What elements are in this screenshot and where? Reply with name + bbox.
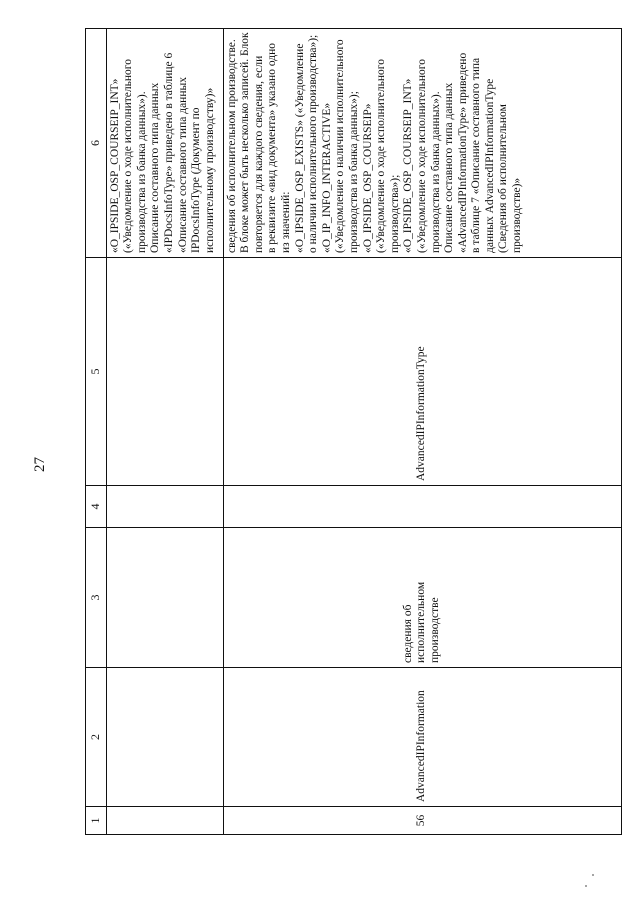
desc-line: («Уведомление о ходе исполнительного xyxy=(122,59,135,253)
desc-line: сведения об исполнительном производстве. xyxy=(225,39,238,253)
desc-line: из значений: xyxy=(279,191,292,253)
header-row xyxy=(86,29,107,835)
desc-line: «O_IPSIDE_OSP_COURSEIP» xyxy=(361,103,374,253)
desc-line: в таблице 7 «Описание составного типа xyxy=(470,57,483,253)
desc-line: исполнительному производству)» xyxy=(203,87,216,253)
desc-line: производства»); xyxy=(388,174,401,253)
scan-speck xyxy=(592,874,594,876)
desc-line: «O_IPSIDE_OSP_COURSEIP_INT» xyxy=(402,78,415,253)
desc-line: В блоке может быть несколько записей. Блок xyxy=(239,32,252,253)
header-col-2: 2 xyxy=(86,668,107,807)
element-name: AdvancedIPInformation xyxy=(223,668,621,807)
element-description xyxy=(223,29,621,258)
cont-cell-3 xyxy=(106,528,223,668)
header-col-3: 3 xyxy=(86,528,107,668)
desc-line: («Уведомление о наличии исполнительного xyxy=(334,39,347,253)
row-56 xyxy=(223,29,621,835)
header-col-4: 4 xyxy=(86,486,107,528)
desc-line: «O_IPSIDE_OSP_EXISTS» («Уведомление xyxy=(293,43,306,253)
desc-line: «O_IPSIDE_OSP_COURSEIP_INT» xyxy=(108,78,121,253)
page-number: 27 xyxy=(32,457,48,472)
desc-line: производства из банка данных»). xyxy=(135,91,148,253)
desc-line: («Уведомление о ходе исполнительного xyxy=(375,59,388,253)
scan-speck xyxy=(585,885,587,887)
desc-line: Описание составного типа данных xyxy=(149,82,162,253)
cont-cell-2 xyxy=(106,668,223,807)
desc-line: производстве)» xyxy=(511,177,524,253)
label-line: сведения об xyxy=(401,604,414,663)
cont-cell-5 xyxy=(106,258,223,486)
desc-line: IPDocsInfoType (Документ по xyxy=(190,107,203,253)
desc-line: Описание составного типа данных xyxy=(443,82,456,253)
desc-line: повторяется для каждого сведения, если xyxy=(252,55,265,253)
element-type: AdvancedIPInformationType xyxy=(223,258,621,486)
header-col-1: 1 xyxy=(86,807,107,835)
desc-line: о наличии исполнительного производства»); xyxy=(307,34,320,253)
desc-line: «AdvancedIPInformationType» приведено xyxy=(456,52,469,253)
desc-line: («Уведомление о ходе исполнительного xyxy=(415,59,428,253)
desc-line: (Сведения об исполнительном xyxy=(497,104,510,253)
cont-description xyxy=(106,29,223,258)
desc-line: «IPDocsInfoType» приведено в таблице 6 xyxy=(162,52,175,253)
cont-cell-4 xyxy=(106,486,223,528)
desc-line: в реквизите «вид документа» указано одно xyxy=(266,42,279,253)
label-line: исполнительном xyxy=(415,581,428,663)
desc-line: «O_IP_INFO_INTERACTIVE» xyxy=(320,102,333,253)
desc-line: данных AdvancedIPInformationType xyxy=(483,78,496,253)
desc-line: «Описание составного типа данных xyxy=(176,77,189,253)
header-col-5: 5 xyxy=(86,258,107,486)
desc-line: производства из банка данных»); xyxy=(347,91,360,253)
desc-line: производства из банка данных»). xyxy=(429,91,442,253)
continuation-row xyxy=(106,29,223,835)
fields-table xyxy=(85,28,622,835)
row-number: 56 xyxy=(223,807,621,835)
required-flag xyxy=(223,486,621,528)
cont-cell-1 xyxy=(106,807,223,835)
header-col-6: 6 xyxy=(86,29,107,258)
element-label xyxy=(223,528,621,668)
label-line: производстве xyxy=(428,597,441,663)
